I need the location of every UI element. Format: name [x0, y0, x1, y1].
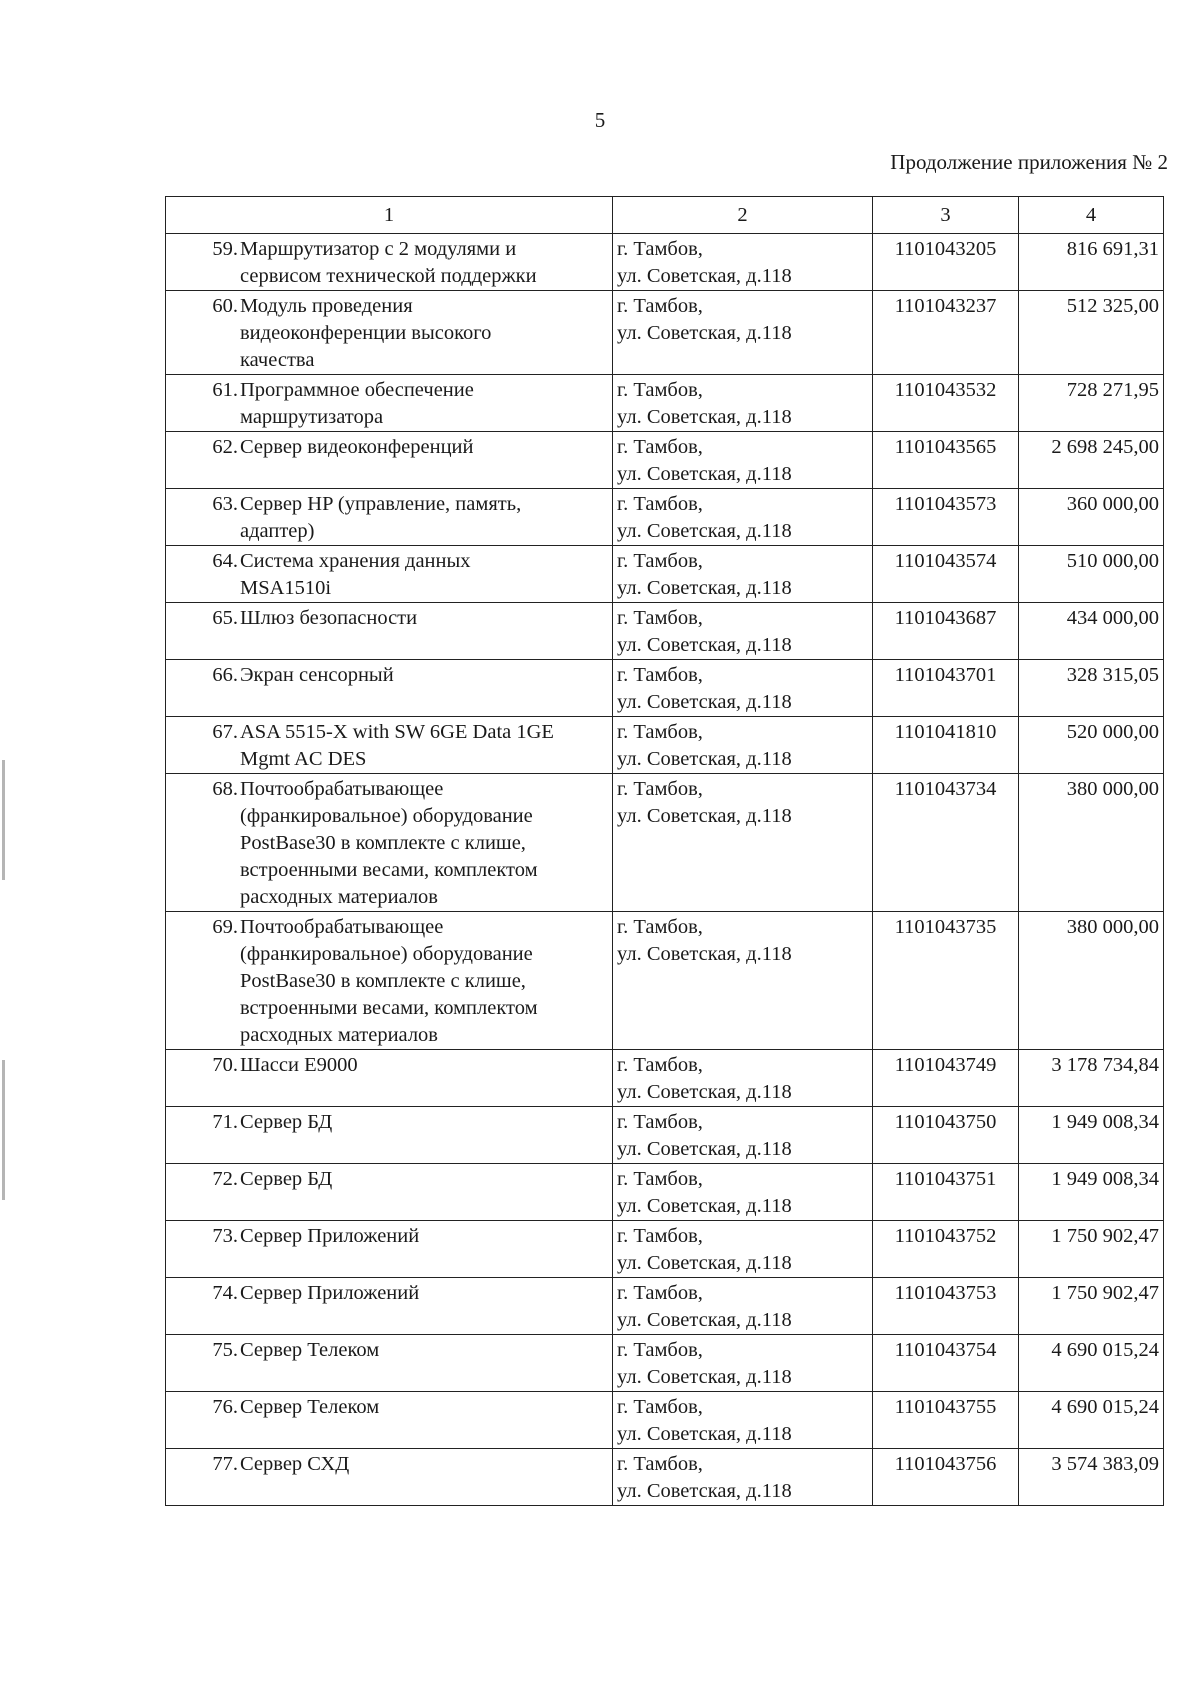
- item-name: Сервер видеоконференций: [240, 436, 474, 458]
- cost-value: 328 315,05: [1019, 660, 1164, 717]
- address-cell: [613, 1278, 873, 1335]
- table-row: [166, 912, 1164, 1050]
- row-number: 66.: [212, 664, 238, 686]
- row-number: 65.: [212, 607, 238, 629]
- cost-value: 380 000,00: [1019, 912, 1164, 1050]
- address-cell: [613, 1164, 873, 1221]
- item-name: Сервер Приложений: [240, 1282, 420, 1304]
- address-cell: [613, 774, 873, 912]
- address: г. Тамбов, ул. Советская, д.118: [617, 1396, 792, 1445]
- address: г. Тамбов, ул. Советская, д.118: [617, 1225, 792, 1274]
- inventory-number: 1101043237: [873, 291, 1019, 375]
- table-row: [166, 1164, 1164, 1221]
- item-name-cell: [166, 660, 613, 717]
- cost-value: 4 690 015,24: [1019, 1335, 1164, 1392]
- item-name: Сервер Телеком: [240, 1339, 380, 1361]
- row-number: 63.: [212, 493, 238, 515]
- inventory-number: 1101043532: [873, 375, 1019, 432]
- address: г. Тамбов, ул. Советская, д.118: [617, 550, 792, 599]
- item-name-cell: [166, 1221, 613, 1278]
- inventory-number: 1101043734: [873, 774, 1019, 912]
- inventory-number: 1101043749: [873, 1050, 1019, 1107]
- item-name: Сервер БД: [240, 1168, 333, 1190]
- row-number: 73.: [212, 1225, 238, 1247]
- column-header: 3: [873, 197, 1019, 234]
- row-number: 72.: [212, 1168, 238, 1190]
- address-cell: [613, 1392, 873, 1449]
- address-cell: [613, 1449, 873, 1506]
- row-number: 60.: [212, 295, 238, 317]
- cost-value: 3 574 383,09: [1019, 1449, 1164, 1506]
- address-cell: [613, 603, 873, 660]
- cost-value: 512 325,00: [1019, 291, 1164, 375]
- inventory-number: 1101043735: [873, 912, 1019, 1050]
- address-cell: [613, 291, 873, 375]
- table-row: [166, 432, 1164, 489]
- row-number: 69.: [212, 916, 238, 938]
- address-cell: [613, 1335, 873, 1392]
- cost-value: 380 000,00: [1019, 774, 1164, 912]
- inventory-number: 1101043752: [873, 1221, 1019, 1278]
- item-name: Сервер Приложений: [240, 1225, 420, 1247]
- appendix-note: Продолжение приложения № 2: [890, 150, 1168, 174]
- item-name-cell: [166, 1050, 613, 1107]
- property-table: [165, 196, 1164, 1506]
- row-number: 68.: [212, 778, 238, 800]
- inventory-number: 1101043687: [873, 603, 1019, 660]
- address: г. Тамбов, ул. Советская, д.118: [617, 379, 792, 428]
- address-cell: [613, 1107, 873, 1164]
- item-name-cell: [166, 234, 613, 291]
- address: г. Тамбов, ул. Советская, д.118: [617, 238, 792, 287]
- address: г. Тамбов, ул. Советская, д.118: [617, 721, 792, 770]
- row-number: 64.: [212, 550, 238, 572]
- row-number: 61.: [212, 379, 238, 401]
- item-name-cell: [166, 603, 613, 660]
- item-name: Сервер БД: [240, 1111, 333, 1133]
- address-cell: [613, 234, 873, 291]
- table-row: [166, 603, 1164, 660]
- address-cell: [613, 489, 873, 546]
- item-name: Модуль проведения видеоконференции высокого качества: [240, 295, 492, 371]
- cost-value: 360 000,00: [1019, 489, 1164, 546]
- page-number: 5: [594, 108, 606, 132]
- inventory-number: 1101043574: [873, 546, 1019, 603]
- row-number: 71.: [212, 1111, 238, 1133]
- cost-value: 520 000,00: [1019, 717, 1164, 774]
- item-name: Система хранения данных MSA1510i: [240, 550, 471, 599]
- item-name-cell: [166, 717, 613, 774]
- cost-value: 1 949 008,34: [1019, 1107, 1164, 1164]
- table-row: [166, 1050, 1164, 1107]
- item-name: Почтообрабатывающее (франкировальное) оборудование PostBase30 в комплекте с клише, встроенными весами, комплектом расходных материалов: [240, 916, 538, 1046]
- scan-edge-mark: [2, 760, 5, 880]
- address: г. Тамбов, ул. Советская, д.118: [617, 916, 792, 965]
- item-name: Сервер HP (управление, память, адаптер): [240, 493, 522, 542]
- row-number: 77.: [212, 1453, 238, 1475]
- inventory-number: 1101043751: [873, 1164, 1019, 1221]
- inventory-number: 1101043565: [873, 432, 1019, 489]
- table-header-row: [166, 197, 1164, 234]
- address-cell: [613, 432, 873, 489]
- address: г. Тамбов, ул. Советская, д.118: [617, 295, 792, 344]
- address: г. Тамбов, ул. Советская, д.118: [617, 664, 792, 713]
- item-name: Маршрутизатор с 2 модулями и сервисом технической поддержки: [240, 238, 537, 287]
- address: г. Тамбов, ул. Советская, д.118: [617, 1168, 792, 1217]
- item-name-cell: [166, 375, 613, 432]
- item-name-cell: [166, 1449, 613, 1506]
- scan-edge-mark: [2, 1060, 5, 1200]
- item-name: Сервер СХД: [240, 1453, 350, 1475]
- row-number: 76.: [212, 1396, 238, 1418]
- table-row: [166, 375, 1164, 432]
- item-name-cell: [166, 774, 613, 912]
- item-name-cell: [166, 1164, 613, 1221]
- address: г. Тамбов, ул. Советская, д.118: [617, 607, 792, 656]
- table-row: [166, 660, 1164, 717]
- item-name-cell: [166, 1107, 613, 1164]
- address: г. Тамбов, ул. Советская, д.118: [617, 1453, 792, 1502]
- item-name-cell: [166, 432, 613, 489]
- table-row: [166, 489, 1164, 546]
- address-cell: [613, 375, 873, 432]
- row-number: 74.: [212, 1282, 238, 1304]
- cost-value: 3 178 734,84: [1019, 1050, 1164, 1107]
- cost-value: 2 698 245,00: [1019, 432, 1164, 489]
- table-row: [166, 1107, 1164, 1164]
- cost-value: 1 750 902,47: [1019, 1278, 1164, 1335]
- table-row: [166, 1335, 1164, 1392]
- address: г. Тамбов, ул. Советская, д.118: [617, 436, 792, 485]
- address-cell: [613, 717, 873, 774]
- table-row: [166, 291, 1164, 375]
- column-header: 2: [613, 197, 873, 234]
- item-name-cell: [166, 546, 613, 603]
- item-name-cell: [166, 912, 613, 1050]
- row-number: 62.: [212, 436, 238, 458]
- cost-value: 510 000,00: [1019, 546, 1164, 603]
- table-row: [166, 546, 1164, 603]
- item-name: Программное обеспечение маршрутизатора: [240, 379, 474, 428]
- item-name: Сервер Телеком: [240, 1396, 380, 1418]
- inventory-number: 1101043750: [873, 1107, 1019, 1164]
- row-number: 75.: [212, 1339, 238, 1361]
- row-number: 70.: [212, 1054, 238, 1076]
- inventory-number: 1101041810: [873, 717, 1019, 774]
- address: г. Тамбов, ул. Советская, д.118: [617, 1339, 792, 1388]
- item-name: ASA 5515-X with SW 6GE Data 1GE Mgmt AC DES: [240, 721, 554, 770]
- cost-value: 4 690 015,24: [1019, 1392, 1164, 1449]
- inventory-number: 1101043753: [873, 1278, 1019, 1335]
- column-header: 1: [166, 197, 613, 234]
- table-row: [166, 1449, 1164, 1506]
- item-name-cell: [166, 1278, 613, 1335]
- row-number: 67.: [212, 721, 238, 743]
- cost-value: 816 691,31: [1019, 234, 1164, 291]
- cost-value: 1 750 902,47: [1019, 1221, 1164, 1278]
- cost-value: 1 949 008,34: [1019, 1164, 1164, 1221]
- table-row: [166, 1278, 1164, 1335]
- address: г. Тамбов, ул. Советская, д.118: [617, 493, 792, 542]
- address: г. Тамбов, ул. Советская, д.118: [617, 778, 792, 827]
- item-name: Шасси E9000: [240, 1054, 358, 1076]
- address-cell: [613, 660, 873, 717]
- cost-value: 434 000,00: [1019, 603, 1164, 660]
- inventory-number: 1101043754: [873, 1335, 1019, 1392]
- column-header: 4: [1019, 197, 1164, 234]
- table-row: [166, 1392, 1164, 1449]
- item-name-cell: [166, 1392, 613, 1449]
- table-row: [166, 717, 1164, 774]
- address-cell: [613, 912, 873, 1050]
- inventory-number: 1101043573: [873, 489, 1019, 546]
- table-row: [166, 774, 1164, 912]
- inventory-number: 1101043205: [873, 234, 1019, 291]
- row-number: 59.: [212, 238, 238, 260]
- inventory-number: 1101043756: [873, 1449, 1019, 1506]
- address-cell: [613, 1221, 873, 1278]
- item-name: Экран сенсорный: [240, 664, 394, 686]
- item-name-cell: [166, 1335, 613, 1392]
- item-name: Шлюз безопасности: [240, 607, 418, 629]
- cost-value: 728 271,95: [1019, 375, 1164, 432]
- table-row: [166, 234, 1164, 291]
- address-cell: [613, 1050, 873, 1107]
- address: г. Тамбов, ул. Советская, д.118: [617, 1054, 792, 1103]
- inventory-number: 1101043701: [873, 660, 1019, 717]
- item-name-cell: [166, 489, 613, 546]
- item-name: Почтообрабатывающее (франкировальное) оборудование PostBase30 в комплекте с клише, встроенными весами, комплектом расходных материалов: [240, 778, 538, 908]
- table-row: [166, 1221, 1164, 1278]
- item-name-cell: [166, 291, 613, 375]
- address: г. Тамбов, ул. Советская, д.118: [617, 1111, 792, 1160]
- table-body: [166, 234, 1164, 1506]
- address: г. Тамбов, ул. Советская, д.118: [617, 1282, 792, 1331]
- inventory-number: 1101043755: [873, 1392, 1019, 1449]
- address-cell: [613, 546, 873, 603]
